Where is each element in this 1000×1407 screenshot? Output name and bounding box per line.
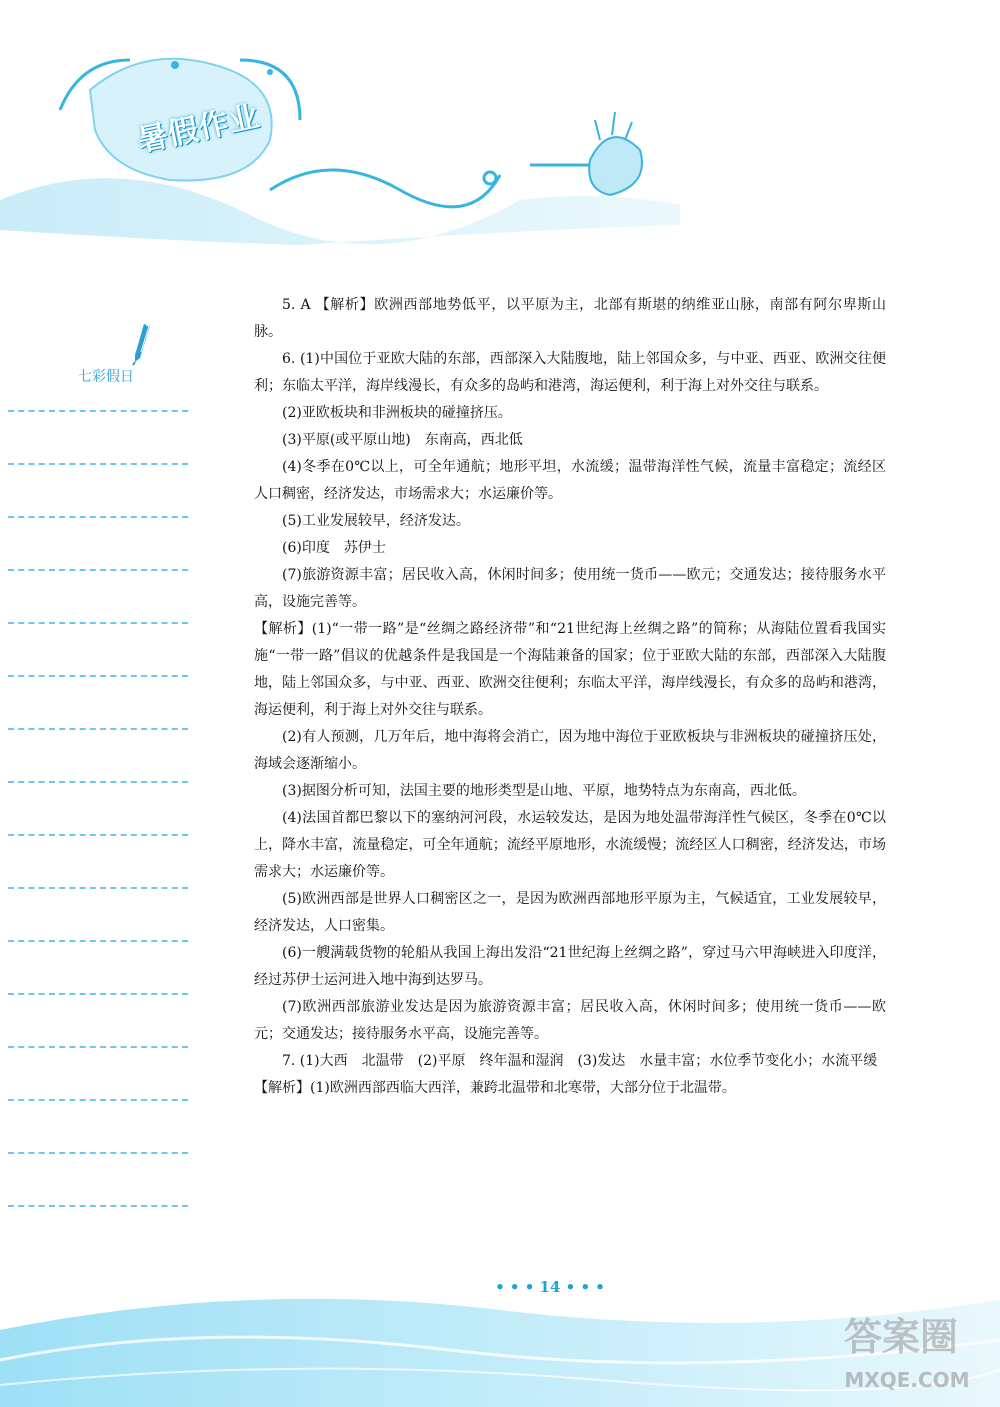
watermark-logo: 答案圈 <box>843 1315 958 1359</box>
paragraph: 5. A 【解析】欧洲西部地势低平，以平原为主，北部有斯堪的纳维亚山脉，南部有阿尔卑斯山脉。 <box>254 297 886 340</box>
notes-line <box>8 410 188 412</box>
paragraph: (7)欧洲西部旅游业发达是因为旅游资源丰富；居民收入高，休闲时间多；使用统一货币——欧元；交通发达；接待服务水平高，设施完善等。 <box>254 999 886 1042</box>
paragraph: (6)印度 苏伊士 <box>282 540 386 556</box>
paragraph: (2)有人预测，几万年后，地中海将会消亡，因为地中海位于亚欧板块与非洲板块的碰撞挤压处，海域会逐渐缩小。 <box>254 729 886 772</box>
notes-line <box>8 1205 188 1207</box>
notes-line <box>8 728 188 730</box>
paragraph: (3)平原(或平原山地) 东南高，西北低 <box>282 432 523 448</box>
answer-content <box>254 292 886 1102</box>
pen-icon <box>130 322 154 366</box>
notes-line <box>8 516 188 518</box>
notes-line <box>8 781 188 783</box>
page-number: • • • 14 • • • <box>495 1278 605 1296</box>
paragraph: (5)工业发展较早，经济发达。 <box>282 513 470 529</box>
notes-line <box>8 1046 188 1048</box>
notes-line <box>8 569 188 571</box>
notes-line <box>8 463 188 465</box>
paragraph: 6. (1)中国位于亚欧大陆的东部，西部深入大陆腹地，陆上邻国众多，与中亚、西亚、欧洲交往便利；东临太平洋，海岸线漫长，有众多的岛屿和港湾，海运便利，利于海上对外交往与联系。 <box>254 351 886 394</box>
paragraph: (7)旅游资源丰富；居民收入高，休闲时间多；使用统一货币——欧元；交通发达；接待服务水平高，设施完善等。 <box>254 567 886 610</box>
notes-line <box>8 675 188 677</box>
paragraph: 【解析】(1)“一带一路”是“丝绸之路经济带”和“21世纪海上丝绸之路”的简称；从海陆位置看我国实施“一带一路”倡议的优越条件是我国是一个海陆兼备的国家；位于亚欧大陆的东部，西部深入大陆腹地，陆上邻国众多，与中亚、西亚、欧洲交往便利；东临太平洋，海岸线漫长，有众多的岛屿和港湾，海运便利，利于海上对外交往与联系。 <box>254 621 886 718</box>
paragraph: (4)冬季在0℃以上，可全年通航；地形平坦，水流缓；温带海洋性气候，流量丰富稳定；流经区人口稠密，经济发达，市场需求大；水运廉价等。 <box>254 459 886 502</box>
watermark-url: MXQE.COM <box>844 1368 970 1392</box>
notes-line <box>8 993 188 995</box>
sidebar-label: 七彩假日 <box>78 369 134 385</box>
paragraph: 【解析】(1)欧洲西部西临大西洋，兼跨北温带和北寒带，大部分位于北温带。 <box>254 1080 736 1096</box>
paragraph: (3)据图分析可知，法国主要的地形类型是山地、平原，地势特点为东南高，西北低。 <box>282 783 806 799</box>
notes-line <box>8 834 188 836</box>
notes-line <box>8 1152 188 1154</box>
header-title: 暑假作业 <box>134 99 264 160</box>
paragraph: (5)欧洲西部是世界人口稠密区之一，是因为欧洲西部地形平原为主，气候适宜，工业发展较早，经济发达，人口密集。 <box>254 891 886 934</box>
notes-line <box>8 1099 188 1101</box>
paragraph: (6)一艘满载货物的轮船从我国上海出发沿“21世纪海上丝绸之路”，穿过马六甲海峡进入印度洋，经过苏伊士运河进入地中海到达罗马。 <box>254 945 886 988</box>
paragraph: (4)法国首都巴黎以下的塞纳河河段，水运较发达，是因为地处温带海洋性气候区，冬季在0℃以上，降水丰富，流量稳定，可全年通航；流经平原地形，水流缓慢；流经区人口稠密，经济发达，市场需求大；水运廉价等。 <box>254 810 886 880</box>
notes-line <box>8 622 188 624</box>
notes-line <box>8 940 188 942</box>
notes-line <box>8 887 188 889</box>
paragraph: 7. (1)大西 北温带 (2)平原 终年温和湿润 (3)发达 水量丰富；水位季节变化小；水流平缓 <box>282 1053 878 1069</box>
paragraph: (2)亚欧板块和非洲板块的碰撞挤压。 <box>282 405 512 421</box>
